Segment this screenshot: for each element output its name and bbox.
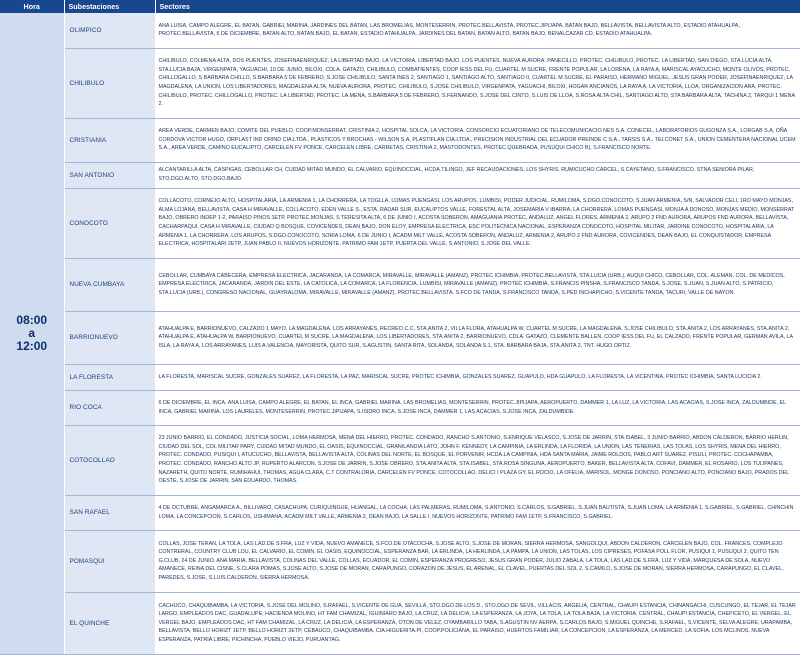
sectors-list: CHILIBULO, COLMENA ALTA, DOS PUENTES, JOSEFINAENRIQUEZ, LA LIBERTAD BAJO, LA VICTORIA, LIBERTAD BAJO, LOS PUENTES, NUEVA AURORA, PANECILLO, PROTEC. CHILIBULO, PROTEC. LA LIBERTAD, SAN DIEGO, STA.LUCIA ALTA, STA.LUCIA BAJA, VIRGENPATA, YAGUACHI, 10 DE JUNIO, BILOXI, CDLA. GATAZO, CHILIBULO, COMBATIENTES, COOP IESS DEL FU, CUARTEL M SUCRE, FRENTE POPULAR, LA LORENA, LA RAYA A, MARISCAL AYACUCHO, MONTE OLIVOS, PROTEC. CHILLOGALLO, S BARBARA CHILLO, S.BARBARA 5 DE FEBRERO, S.JOSE CHILIBULO, SANTA INES 2, SANTIAGO 1, SANTIAGO ALTO, SANTIAGO II, CUARTEL M SUCRE, EL PARAISO, HERMANO MIGUEL, JESUS GRAN PODER, JOSEFINAENRIQUEZ, LA MAGDALENA, LA UNION, LOS LIBERTADORES, MAGDALENA ALTA, NUEVA AURORA, PROTEC. CHILIBULO, S.JOSE CHILIBULO, VIRGENPATA, YAGUACHI, BILOXI, HOGAR ANCIANOS, LA RAYA A, LA VICTORIA, LLOA, ORGANIZACION ARA, PROTEC. CHILIBULO, PROTEC. CHILLOGALLO, PROTEC. LA LIBERTAD, PROTEC. LA MENA, S.BARBARA 5 DE FEBRERO, S.FERNANDO, S.JOSE DEL CINTO, S.LUIS DE LLOA, S.ROSA ALTA CHIL, SANTIAGO ALTO, STA BARBARA ALTA, TACHINA 2, TARQUI 1 MENA 2.: [155, 48, 800, 118]
table-row: [0, 311, 800, 364]
table-row: [0, 530, 800, 592]
time-range: [0, 13, 64, 654]
sectors-list: 23 JUNIO BARRIO, EL CONDADO, JUSTICIA SOCIAL, LOMA HERMOSA, MENA DEL HIERRO, PROTEC. CONDADO, RANCHO S.ANTONIO, S.ENRIQUE VELASCO, S.JOSE DE JARRIN, STA.ISABEL, 3 JUNIO BARRIO, ABDON CALDERON, BARRIO HERLIN, CIUDAD DEL SOL, COL MILITAR PARY, CUIDAD MITAD MUNDO, EL OASIS, EQUINOCCIAL, GRANILANDIA LATO, JOHN F. KENNEDY, LA CAMPINIA, LA ERLINDA, LA FLORIDA, LA UNION, LAS TENERIAS, LAS TOLAS, LOS SHYRIS, MENA DEL HIERRO, PROTEC. CONDADO, PUSIQUI I, ATUCUCHO, BELLAVISTA, BELLAVISTA ALTA, COLINAS DEL NORTE, EL BOSQUE, EL PORVENIR, HCDA.LA CAMPINIA, HDA SANTA MARIA, JAIME ROLDOS, PABLO ART SUAREZ, PISULI, PROTEC. COCHAPAMBA, PROTEC. CONDADO, RANCHO ALTO JP, RUPERTO ALARCON, S.JOSE DE JARRIN, S.JOSE OBRERO, STA.ANITA ALTA, STA.ISABEL, STA.ROSA SINGUNA, AEROPUERTO, BAKER, BELLAVISTA ALTA, COFAVI, DAMMER, EL ROSARIO, LOS TULIPANES, NAZARETH, QUITO NORTE, RUMIHAHUI, THOMAS, AGUA CLARA, C.T CONTRALORIA, CARCELEN FV PONCE, COTOCOLLAO, DELICI I PLAZA GY, EL ROCIO, LA OFELIA, MARISOL, MONGE DONOSO, PONCIANO ALTO, PONCIANO BAJO, PRADOS DEL OESTE, S.JOSE DE JARRIN, SAN EDUARDO, THOMAS.: [155, 425, 800, 495]
sectors-list: CEBOLLAR, CUMBAYA CABECERA, EMPRESA ELECTRICA, JACARANDA, LA COMARCA, MIRAVALLE, MIRAVALLE (AMANZ), PROTEC ICHIMBIA, PROTEC.BELLAVISTA, STA.LUCIA (URB.), AUQUI CHICO, CEBOLLAR, COL. ALEMAN, COL. DE MEDICOS, EMPRESA ELECTRICA, JACARANDA, JARDIN DEL ESTE, LA CATOLICA, LA COMARCA, LA FLORENCIA, LUMBISI, MIRAVALLE (AMANZ), PROTEC ICHIMBIA, S.FRANCIS PINSHA, S.FRANCISCO TANDA, S.JOSE, S.JUAN, S.JUAN ALTO, S.PATRICIO, STA.LUCIA (URB.), CONGRESO NACIONAL, GUAYRALOMA, MIRAVALLE, MIRAVALLE (AMANZ), PROTEC.BELLAVISTA, S.FCO DE TANDA, S.FRANCISCO TANDA, S.PED INCHAPICHO, S.VICENTE TANDA, TACURI, VALLE DE NAYON.: [155, 258, 800, 311]
table-row: [0, 118, 800, 162]
sectors-list: 6 DE DICIEMBRE, EL INCA, ANA LUISA, CAMPO ALEGRE, EL BATAN, EL INCA, GABRIEL MARINA, LAS BROMELIAS, MONTESERRIN, PROTEC.JIPIJAPA, AEROPUERTO, DAMMER 1, LA LUZ, LA VICTORIA, LAS ACACIAS, S.JOSE INCA, ZALDUMBIDE, EL INCA, GABRIEL MARINA, LOS LAURELES, MONTESERRIN, PROTEC.JIPIJAPA, S.ISIDRO INCA, S.JOSE INCA, DAMMER 1, LAS ACACIAS, S.JOSE INCA, ZALDUMBIDE.: [155, 390, 800, 425]
sectors-list: COLLAS, JOSE TERAN, LA TOLA, LAS LAD.DE S.FRA, LUZ Y VIDA, NUEVO AMANECE, S.FCO.DE OTACOCHA, S.JOSE ALTO, S.JOSE DE MORAN, SIERRA HERMOSA, SANGOLQUI, ABDON CALDERON, CARCELEN BAJO, COL. FRANCES, COMPLEJO CONTRERAL, COUNTRY CLUB LDU, EL CALVARIO, EL COMIN, EL OASIS, EQUINOCCIAL, ESPERANZA BAR, LA ERLINDA, LA HERLINDA, LA PAMPA, LA UNION, LAS TOLAS, LOS CIPRESES, POFASA POLL FLOR, PUSIQUI 1, PUSUQUI 2, QUITO TEN G.CLUB, 24 DE JUNIO, ANA MARIA, BELLAVISTA, COLINAS DEL VALLE, COLLAS, ECUADOR, EL COMIN, ESPERANZA PROGRESO, JESUS GRAN PODER, JULIO ZABALA, LA TOLA, LAS LAD.DE S.FRA, LUZ Y VIDA, MARQUESA DE SOLA, NUEVO AMANECE, REINA DEL CISNE, S.CLARA POMAS, S.JOSE ALTO, S.JOSE DE MORAN, CARAPUNGO, CORAZON DE JESUS, EL ARENAL, EL CLAVEL, PUERTAS DEL SOL 2, S.CAMILO, S.JOSE DE MORAN, SIERRA HERMOSA, CARAPUNGO, EL CLAVEL, PAREDES, S.JOSE, S.LUIS CALDERON, SIERRA HERMOSA.: [155, 530, 800, 592]
sectors-list: ALCANTARILLA ALTA, CASPIGAS, CEBOLLAR CH, CUIDAD MITAD MUNDO, EL CALVARIO, EQUINOCCIAL, HCDA.TILINGO, JEF RECAUDACIONES, LOS SHYRIS, RUMICUCHO CARCEL, S.CAYETANO, S.FRANCISCO, STNA SENIORA PILAR, STO.DGO.ALTO, STO.DGO.BAJO.: [155, 162, 800, 188]
table-row: [0, 364, 800, 390]
time-start: 08:00: [16, 313, 48, 328]
substation-name: CHILIBULO: [64, 48, 155, 118]
substation-name: CONOCOTO: [64, 188, 155, 258]
time-end: 12:00: [16, 338, 48, 353]
substation-name: RIO COCA: [64, 390, 155, 425]
sectors-list: COLLACOTO, CORNEJO ALTO, HOSPITALARIA, LA ARMENIA 1, LA CHORRERA, LA TOGLLA, LOMAS PUENGASI, LOS ARUPOS, LUMBISI, PODER JUDICIAL, RUMILOMA, S.DGO.CONOCOTO, S.JUAN ARMENIA, S/N, SALVADOR CELI, 1RO MAYO MONJAS, ALMA LOJANA, BELLAVISTA, CASA H MIRAVALLE, COLLACOTO, EDEN VALLE S., ESTA. RADAR SUR, EUCALIPTOS VALLE, FORESTAL ALTA, JOSEMARIA V IBARRA, LA CHORRERA, LOMAS PUENGASI, MONJA A DONOSO, MONJAS MEDIO, MONSERRAT BAJO, OBRERO INDEP 1-2, PARAISO PINOS 1ETP, PROTEC.MONJAS, S TERESITA ALTA, 6 DE JUNIO I, ACOSTA SOBERON, AMAGUANIA PROTEC, ANDALUZ, ANGEL FLORES, ARMENIA 2, ARUPO 2 FND AURORA, ARUPOS FND AURORA, BELLAVISTA, CACHARPAQUI, CASA H MIRAVALLE, CIUDAD Q BOSQUE, COVICENDES, DEAN BAJO, DON ELOY, EMPRESA ELECTRICA, ESC POLITECNICA NACIONAL, ESPERANZA CONOCOTO, HOSPITAL MILITAR, JARDINE CONOCOTO, HOSPITALARIA, LA ARMENIA 1, LA CHORRERA, LOS ARUPOS, S.DGO.CONOCOTO, SORIA LOMA, 6 DE JUNIO I, ACADM MILT VALLE, ACOSTA SOBERON, ANDALUZ, ARMENIA 2, ARUPO 2 FND AURORA, COVICENDES, DEAN BAJO, EL CONQUISTADOR, EMPRESA ELECTRICA, HOSPITALARI 2ETP, JUAN PABLO II, NUEVOS HORIZONTE, PATRIMO FAM 1ETP, PUERTA DEL VALLE, S.ANTONIO, S.JOSE DEL VALLE.: [155, 188, 800, 258]
sectors-list: AREA VERDE, CARMEN BAJO, COMITE DEL PUEBLO, COOP.MONSERRAT, CRISTINIA 2, HOSPITAL SOLCA, LA VICTORIA, CONSORCIO ECUATORIANO DE TELECOMUNICACIO NES S.A. CONECEL, LABORATORIOS GUGONZA S.A., LORGAB S.A, OÑA CORDOVA VICTOR HUGO, ORPLAST IND ORIND CIA.LTDA., PLASTICOS Y BROCHAS - WILSON S.A, PLASTIFLAN CIA.LTDA., PRECISION INDUSTRIAL DEL ECUADOR PREINDE C S.A., TARSIS S.A., TELCONET S.A., UNION CEMENTERA NACIONAL UCEM S.A., AREA VERDE, CAMINO EUCALIPTO, CARCELEN FV PONCE, CARCELEN LIBRE, CARRETAS, CRISTINIA 2, MASTODONTES, PROTEC.QUEBRADA, PUSUQUI CHICO B), S.FRANCISCO NORTE.: [155, 118, 800, 162]
sectors-list: ATAHUALPA E, BARRIONUEVO, CALZADO 1 MAYO, LA MAGDALENA, LOS ARRAYANES, RECREO C.C, STA.ANITA 2, VILLA FLORA, ATAHUALPA W, CUARTEL M SUCRE, LA MAGDALENA, S.JOSE CHILIBULO, STA.ANITA 2, LOS ARRAYANES, STA.ANITA 2, ATAHUALPA E, ATAHUALPA W, BARRIONUEVO, CUARTEL M SUCRE, LA MAGDALENA, LOS LIBERTADORES, STA.ANITA 2, BARRIONUEVO, CDLA. GATAZO, CLEMENTE BALLEN, COOP IESS DEL FU, EL CALZADO, FRENTE POPULAR, GERMAN AVILA, LA ISLA, LA RAYA A, LOS ARRAYANES, LUIS A.VALENCIA, MAYORISTA, QUITO SUR, S.AGUSTIN, SANTA RITA, SOLANDA, SOLANDA S.1, STA. BARBARA BAJA, STA.ANITA 2, TNT. HUGO ORTIZ.: [155, 311, 800, 364]
header-hora: Hora: [0, 0, 64, 13]
substation-name: CRISTIANIA: [64, 118, 155, 162]
table-row: [0, 390, 800, 425]
substation-name: SAN RAFAEL: [64, 495, 155, 530]
substation-name: BARRIONUEVO: [64, 311, 155, 364]
table-row: [0, 495, 800, 530]
sectors-list: CACHUCO, CHAQUIBAMBA, LA VICTORIA, S.JOSE DEL MOLINO, S.RAFAEL, S.VICENTE DE GUA, SEVILLA, STO.DGO.DE LOS D., STO.DGO.DE SEVIL, VILLACIS, ARGELIA, CENTRAL, CHAUPI ESTANCIA, CHINANGACHI, CUSCUNGO, EL TEJAR, EL TEJAR LARGO, EMPLEADOS DAC, GUADALUPE, HACIENDA MOLINO, HT FAM CHAMIZAL, IGUINIARO BAJO, LA CRUZ, LA DELICIA, LA ESPERANZA, LA JOYA, LA TOLA, LA TOLA BAJA, LA VICTORIA, CENTRAL, CHAUPI ESTANCIA, CHEPICETO, EL VERGEL, EL VERGEL BAJO, EMPLEADOS DAC, HT FAM CHAMIZAL, LA CRUZ, LA DELICIA, LA ESPERANZA, OTON DE VELEZ, OYAMBARILLO TABA, S.AGUSTIN NV AERPA, S.CARLOS BAJO, S.MIGUEL QUINCHE, S.RAFAEL, S.VICENTE, SELVA ALEGRE, URAPAMBA, BELLAVISTA, BELLO HORIZT 1ETP, BELLO HORIZT 2ETP, CEBAUCO, CHAQUIBAMBA, CIA.HIGUERITA.PI, COOP.POLICIANA, EL PARAISO, HUERTOS FAMILIAR, LA CONCEPCION, LA ESPERANZA, LA MERCED, LA SOFIA, LOS MCLINOS, NUEVA ESPERANZA, PATRIA LIBRE, PICHINCHA, PUEBLO VIEJO, PURUANTAG.: [155, 592, 800, 654]
header-subestaciones: Subestaciones: [64, 0, 155, 13]
table-row: [0, 592, 800, 654]
sectors-list: LA FLORESTA, MARISCAL SUCRE, GONZALES SUAREZ, LA FLORESTA, LA PAZ, MARISCAL SUCRE, PROTEC ICHIMBIA, GONZALES SUAREZ, GUAPULO, HDA GUAPULO, LA FLORESTA, LA VICENTINA, PROTEC ICHIMBIA, SANTA LUCICIA 2.: [155, 364, 800, 390]
table-row: [0, 48, 800, 118]
substation-name: POMASQUI: [64, 530, 155, 592]
table-row: [0, 13, 800, 48]
header-sectores: Sectores: [155, 0, 800, 13]
table-row: [0, 425, 800, 495]
table-row: [0, 188, 800, 258]
time-separator: a: [28, 325, 36, 340]
substation-name: COTOCOLLAO: [64, 425, 155, 495]
table-row: [0, 162, 800, 188]
table-row: [0, 258, 800, 311]
substation-name: EL QUINCHE: [64, 592, 155, 654]
table-header-row: [0, 0, 800, 13]
substation-name: LA FLORESTA: [64, 364, 155, 390]
sectors-list: ANA LUISA, CAMPO ALEGRE, EL BATAN, GABRIEL MARINA, JARDINES DEL BATAN, LAS BROMELIAS, MONTESERRIN, PROTEC.BELLAVISTA, PROTEC.JIPIJAPA, BATAN BAJO, BELLAVISTA, BELLAVISTA ALTO, ESTADIO ATAHUALPA, PROTEC.BELLAVISTA, 6 DE DICIEMBRE, BATAN ALTO, BATAN BAJO, EL BATAN, ESTADIO ATAHUALPA, JARDINES DEL BATAN, BATAN ALTO, BATAN BAJO, BENALCAZAR CD, ESTADIO ATAHUALPA.: [155, 13, 800, 48]
substation-name: NUEVA CUMBAYA: [64, 258, 155, 311]
substation-name: SAN ANTONIO: [64, 162, 155, 188]
substation-name: OLIMPICO: [64, 13, 155, 48]
sectors-list: 4 DE OCTUBRE, ANGAMARCA A., BILLIVARO, CASACHUPA, CURIQUINGUE, HUANGAL, LA COCHA, LAS PALMERAS, RUMILOMA, S.ANTONIO, S.CARLOS, S.GABRIEL, S.JUAN BAUTISTA, S.JUAN LOMA, LA ARMENIA 1, S.GABRIEL, S.GABRIEL, CHINCHIN LOMA, LA CONCEPCION, S.CARLOS, USHIMANA, ACADM MILT VALLE, ARMENIA 2, DEAN BAJO, LA SALLE I, NUEVOS HORIZONTE, PATRIMO FAM 1ETP, S.FRANCISCO, S.GABRIEL.: [155, 495, 800, 530]
